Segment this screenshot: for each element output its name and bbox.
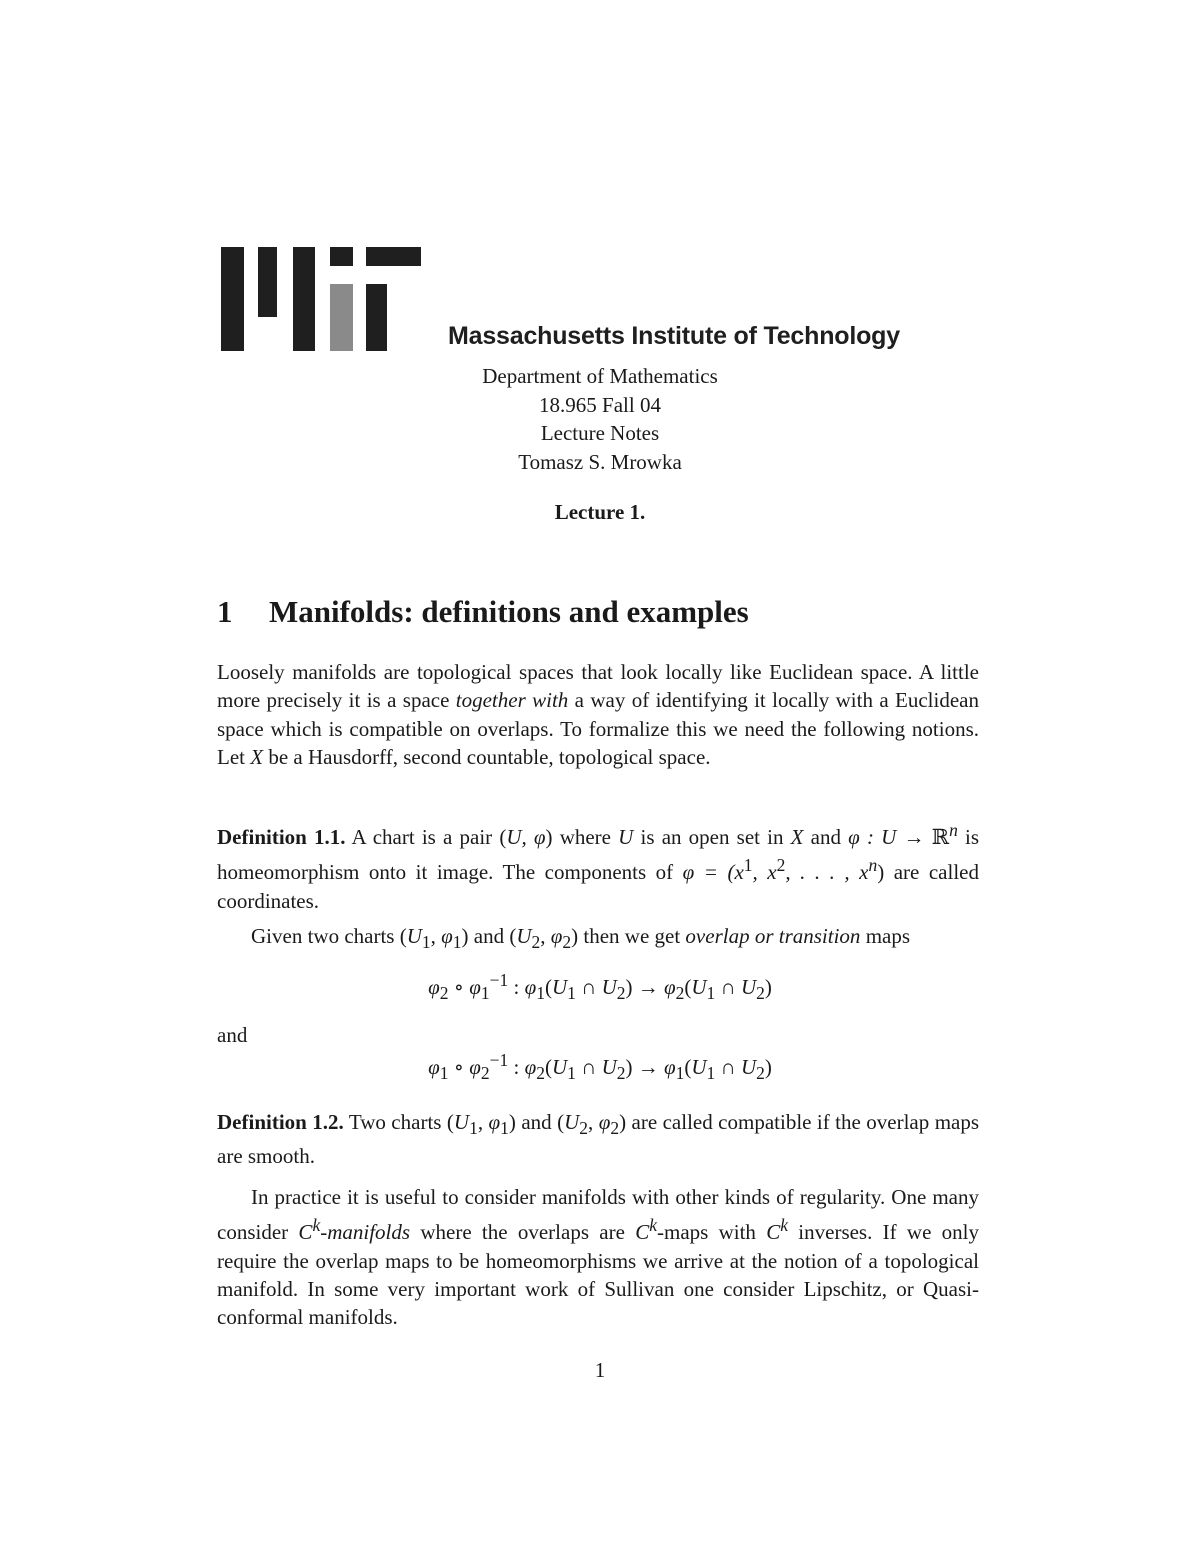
definition-1-1: Definition 1.1. A chart is a pair (U, φ) where U is an open set in X and φ : U → ℝ$^n$ is homeomorphism onto it image. The components of $\varphi = (x^1$, $x^2$, . . . , $x^n$) are called coordinates.: [217, 820, 980, 913]
department: Department of Mathematics: [482, 364, 718, 388]
page-number: 1: [594, 1358, 606, 1382]
equation-transition-1: $\varphi_2$ ∘ $\varphi_1^{-1}$ : $\varphi_1(U_1$ ∩ $U_2) \to \varphi_2(U_1$ ∩ $U_2$): [428, 970, 772, 1004]
definition-1-2: Definition 1.2. Two charts ($U_1$, $\varphi_1$) and ($U_2$, $\varphi_2$) are called compatible if the overlap maps are smooth.: [217, 1110, 980, 1169]
transition-intro: Given two charts ($U_1$, $\varphi_1$) and ($U_2$, $\varphi_2$) then we get overlap or transition maps: [251, 924, 911, 953]
header-block: [0, 362, 1200, 476]
equation-transition-2: $\varphi_1$ ∘ $\varphi_2^{-1}$ : $\varphi_2(U_1$ ∩ $U_2) \to \varphi_1(U_1$ ∩ $U_2$): [428, 1050, 772, 1084]
section-number: 1: [217, 594, 233, 629]
section-title: Manifolds: definitions and examples: [269, 594, 749, 629]
lecture-title: Lecture 1.: [554, 500, 646, 524]
author: Tomasz S. Mrowka: [518, 449, 682, 474]
mit-logo: [221, 247, 421, 351]
section-heading: [217, 594, 749, 630]
and-word: and: [217, 1023, 248, 1047]
course: 18.965 Fall 04: [539, 392, 661, 417]
intro-paragraph: Loosely manifolds are topological spaces that look locally like Euclidean space. A little more precisely it is a space together with a way of identifying it locally with a Euclidean space which is compatible on overlaps. To formalize this we need the following notions. Let X be a Hausdorff, second countable, topological space.: [217, 660, 979, 769]
regularity-paragraph: In practice it is useful to consider manifolds with other kinds of regularity. One many consider $C^k$-manifolds where the overlaps are $C^k$-maps with $C^k$ inverses. If we only require the overlap maps to be homeomorphisms we arrive at the notion of a topological manifold. In some very important work of Sullivan one consider Lipschitz, or Quasi-conformal manifolds.: [217, 1185, 980, 1330]
notes-label: Lecture Notes: [540, 421, 660, 445]
institution-name: Massachusetts Institute of Technology: [448, 322, 900, 350]
